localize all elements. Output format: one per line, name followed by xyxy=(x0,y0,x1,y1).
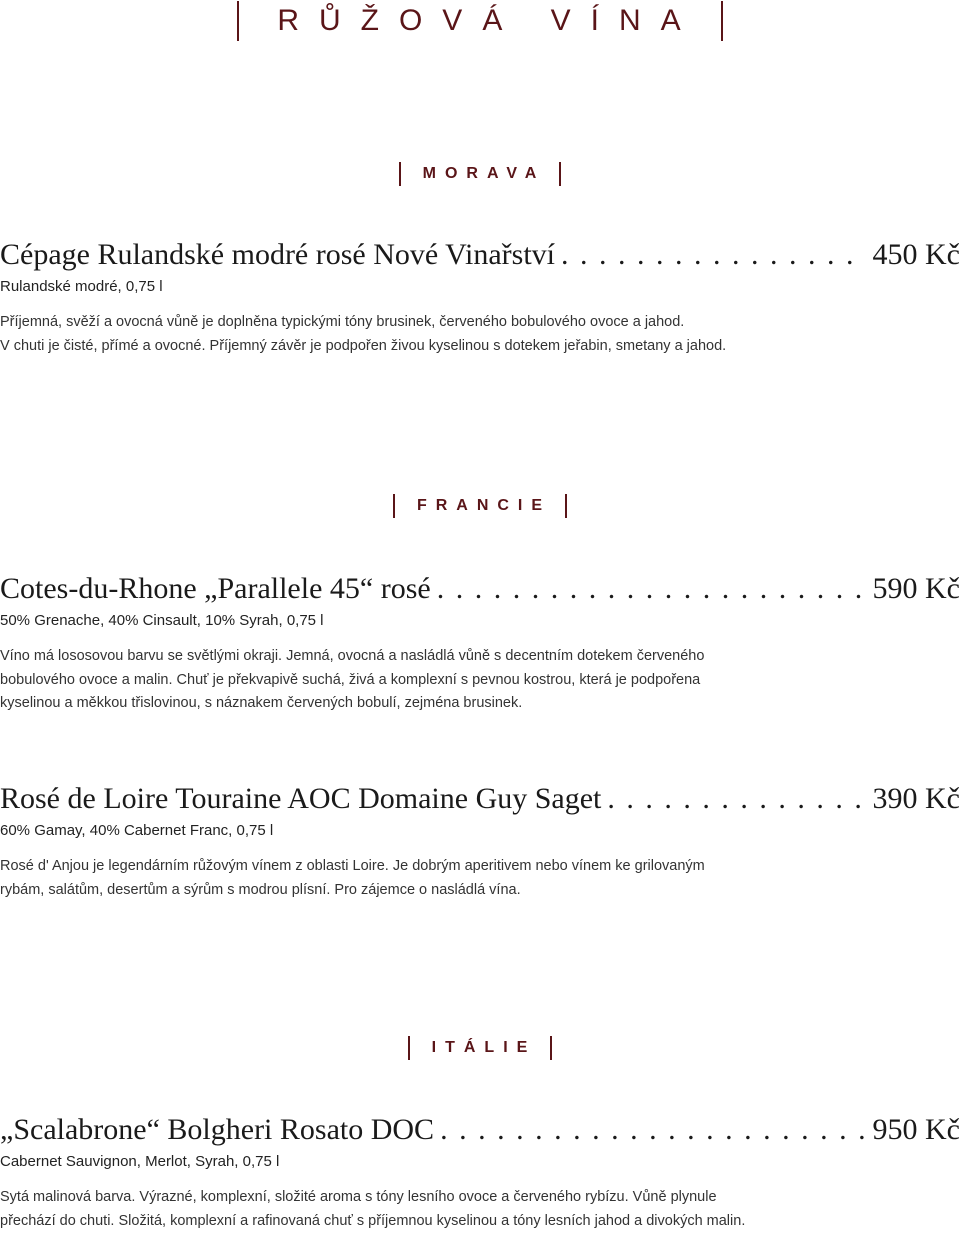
dot-leader xyxy=(607,782,866,816)
dot-leader xyxy=(437,572,867,606)
section-bracket-right xyxy=(565,494,567,518)
page-title xyxy=(0,0,960,42)
section-title-italie xyxy=(0,1036,960,1060)
wine-header xyxy=(0,572,960,606)
desc-line: přechází do chuti. Složitá, komplexní a rafinovaná chuť s příjemnou kyselinou a tóny lesních jahod a divokých malin. xyxy=(0,1212,746,1229)
dot-leader xyxy=(440,1113,866,1147)
section-title-francie xyxy=(0,494,960,518)
wine-header xyxy=(0,1113,960,1147)
wine-description xyxy=(0,855,800,902)
desc-line: kyselinou a měkkou třislovinou, s náznakem červených bobulí, zejména brusinek. xyxy=(0,695,523,711)
wine-price: 450 Kč xyxy=(872,238,960,271)
desc-line: Rosé d' Anjou je legendárním růžovým vínem z oblasti Loire. Je dobrým aperitivem nebo vínem ke grilovaným xyxy=(0,858,705,874)
desc-line: Sytá malinová barva. Výrazné, komplexní, složité aroma s tóny lesního ovoce a červeného rybízu. Vůně plynule xyxy=(0,1189,717,1205)
wine-name: Cépage Rulandské modré rosé Nové Vinařství xyxy=(0,238,556,271)
wine-header xyxy=(0,782,960,816)
wine-grapes: Rulandské modré, 0,75 l xyxy=(0,278,163,295)
wine-grapes: 60% Gamay, 40% Cabernet Franc, 0,75 l xyxy=(0,822,274,839)
title-bracket-right xyxy=(721,1,723,41)
wine-price: 950 Kč xyxy=(872,1113,960,1146)
wine-price: 390 Kč xyxy=(872,782,960,815)
dot-leader xyxy=(561,238,867,272)
section-title-text: ITÁLIE xyxy=(431,1039,537,1056)
section-bracket-right xyxy=(559,162,561,186)
wine-item xyxy=(0,572,960,716)
section-bracket-right xyxy=(550,1036,552,1060)
wine-item xyxy=(0,1113,960,1233)
wine-grapes: Cabernet Sauvignon, Merlot, Syrah, 0,75 l xyxy=(0,1153,280,1170)
desc-line: rybám, salátům, desertům a sýrům s modrou plísní. Pro zájemce o nasládlá vína. xyxy=(0,881,521,898)
wine-grapes: 50% Grenache, 40% Cinsault, 10% Syrah, 0,75 l xyxy=(0,612,324,629)
desc-line: Příjemná, svěží a ovocná vůně je doplněna typickými tóny brusinek, červeného bobulového ovoce a jahod. xyxy=(0,314,685,330)
wine-item xyxy=(0,238,960,358)
wine-item xyxy=(0,782,960,902)
wine-name: Cotes-du-Rhone „Parallele 45“ rosé xyxy=(0,572,431,605)
section-title-text: FRANCIE xyxy=(416,497,552,514)
section-title-morava xyxy=(0,162,960,186)
wine-description xyxy=(0,1186,800,1233)
desc-line: bobulového ovoce a malin. Chuť je překvapivě suchá, živá a komplexní s pevnou kostrou, která je podpořena xyxy=(0,671,701,688)
wine-header xyxy=(0,238,960,272)
section-title-text: MORAVA xyxy=(422,165,546,182)
wine-description xyxy=(0,645,800,716)
wine-name: „Scalabrone“ Bolgheri Rosato DOC xyxy=(0,1113,435,1146)
wine-price: 590 Kč xyxy=(872,572,960,605)
desc-line: V chuti je čisté, přímé a ovocné. Příjemný závěr je podpořen živou kyselinou s dotekem jeřabin, smetany a jahod. xyxy=(0,337,727,354)
page-title-text: RŮŽOVÁ VÍNA xyxy=(277,4,701,37)
wine-name: Rosé de Loire Touraine AOC Domaine Guy Saget xyxy=(0,782,602,815)
desc-line: Víno má lososovou barvu se světlými okraji. Jemná, ovocná a nasládlá vůně s decentním dotekem červeného xyxy=(0,648,705,664)
wine-description xyxy=(0,311,800,358)
